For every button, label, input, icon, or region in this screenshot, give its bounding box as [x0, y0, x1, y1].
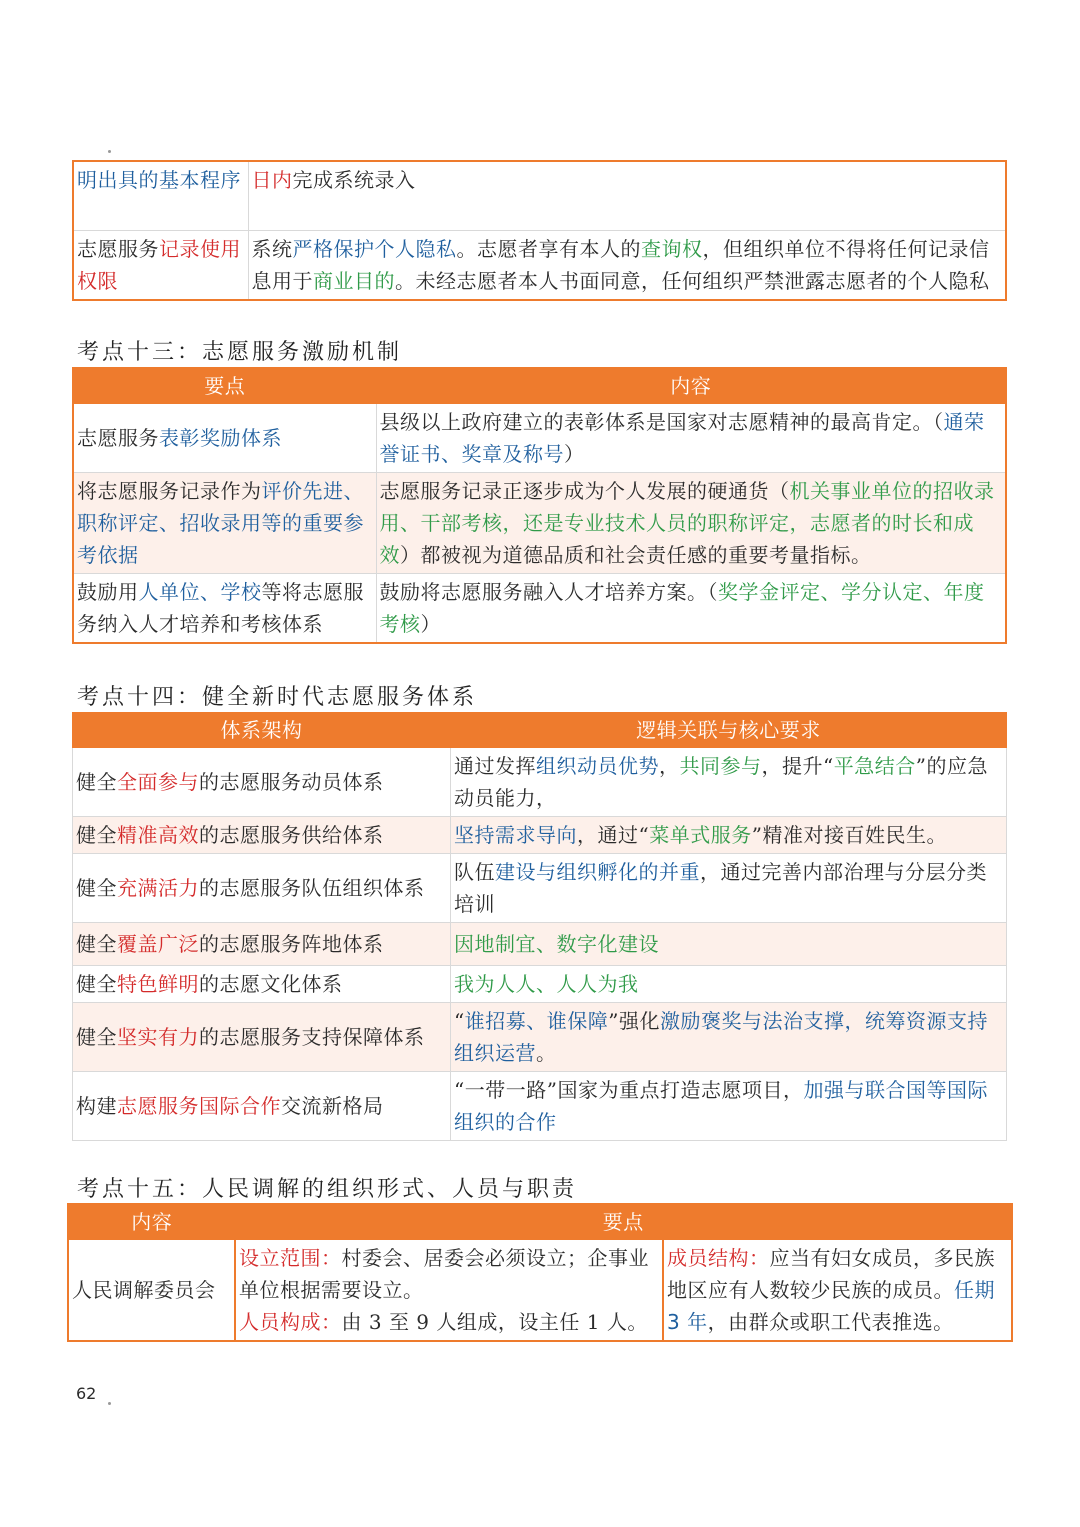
paragraph [239, 1306, 659, 1338]
section-heading: 考点十五：人民调解的组织形式、人员与职责 [77, 1177, 578, 1202]
highlight-text: 激励褒奖与法治支撑，统筹资源支持组织运营 [454, 1009, 988, 1065]
body-text: 健全 [76, 770, 117, 794]
highlight-text: 通荣誉证书、奖章及称号 [379, 410, 985, 466]
cell-right [451, 748, 1007, 817]
body-text: 志愿服务 [77, 237, 159, 261]
body-text: 系统 [251, 237, 293, 261]
cell-left [73, 473, 376, 574]
cell-right [451, 854, 1007, 923]
table-row [73, 404, 1006, 473]
body-text: ， [659, 754, 680, 778]
highlight-text: 菜单式服务 [649, 823, 752, 847]
table-row [73, 473, 1006, 574]
scan-dot [108, 150, 111, 153]
highlight-text: 明出具的基本程序 [77, 168, 241, 192]
cell-right [451, 817, 1007, 854]
incentive-table [72, 367, 1007, 644]
body-text: ，由群众或职工代表推选。 [707, 1310, 954, 1334]
highlight-text: 成员结构： [667, 1246, 770, 1270]
highlight-text: 充满活力 [117, 876, 199, 900]
table-row [73, 854, 1007, 923]
body-text: 健全 [76, 876, 117, 900]
highlight-text: 商业目的 [313, 269, 395, 293]
body-text: ，通过“ [577, 823, 650, 847]
column-header: 内容 [376, 368, 1006, 404]
highlight-text: 权限 [77, 269, 118, 293]
body-text: 的志愿服务阵地体系 [199, 932, 384, 956]
cell-left [73, 404, 376, 473]
cell-left [73, 966, 451, 1003]
body-text: “一带一路”国家为重点打造志愿项目， [454, 1078, 804, 1102]
body-text: “ [454, 1009, 465, 1033]
body-text: 县级以上政府建立的表彰体系是国家对志愿精神的最高肯定。（ [379, 410, 944, 434]
body-text: 的志愿服务支持保障体系 [199, 1025, 425, 1049]
body-text: ） [564, 442, 585, 466]
body-text: 的志愿服务供给体系 [199, 823, 384, 847]
table-row [73, 1003, 1007, 1072]
body-text: 健全 [76, 932, 117, 956]
body-text: 健全 [76, 823, 117, 847]
body-text: ”强化 [608, 1009, 660, 1033]
cell-left [73, 923, 451, 966]
highlight-text: 特色鲜明 [117, 972, 199, 996]
column-header: 内容 [68, 1204, 235, 1240]
body-text: ，但组织单位不得将任何记录信息用于 [251, 237, 990, 293]
cell-left [73, 574, 376, 644]
cell-right [248, 161, 1006, 231]
header-row [68, 1204, 1012, 1240]
highlight-text: 评价先进、职称评定、招收录用等的重要参考依据 [77, 479, 364, 567]
highlight-text: 组织动员优势 [536, 754, 659, 778]
cell-structure [663, 1240, 1012, 1342]
body-text: 的志愿文化体系 [199, 972, 343, 996]
highlight-text: 志愿服务国际合作 [117, 1094, 281, 1118]
body-text: 。志愿者享有本人的 [456, 237, 641, 261]
highlight-text: 建设与组织孵化的并重 [495, 860, 700, 884]
body-text: 。未经志愿者本人书面同意，任何组织严禁泄露志愿者的个人隐私 [395, 269, 990, 293]
table-row [73, 574, 1006, 644]
highlight-text: 覆盖广泛 [117, 932, 199, 956]
cell-left [73, 817, 451, 854]
cell-left [73, 748, 451, 817]
body-text: ） [420, 612, 441, 636]
body-text: 构建 [76, 1094, 117, 1118]
body-text: 健全 [76, 1025, 117, 1049]
body-text: ）都被视为道德品质和社会责任感的重要考量指标。 [400, 543, 872, 567]
highlight-text: 谁招募、谁保障 [464, 1009, 609, 1033]
highlight-text: 任期 3 年 [667, 1278, 995, 1334]
header-row [73, 368, 1006, 404]
highlight-text: 我为人人、人人为我 [454, 972, 639, 996]
body-text: 完成系统录入 [292, 168, 416, 192]
cell-right [451, 966, 1007, 1003]
header-row [73, 713, 1007, 748]
highlight-text: 坚持需求导向 [454, 823, 577, 847]
paragraph [667, 1242, 1008, 1338]
table-row [73, 966, 1007, 1003]
top-continuation-table [72, 160, 1007, 301]
body-text: 应当有妇女成员，多民族地区应有人数较少民族的成员。 [667, 1246, 995, 1302]
body-text: 交流新格局 [281, 1094, 384, 1118]
section-heading: 考点十四：健全新时代志愿服务体系 [77, 685, 478, 710]
body-text: 由 3 至 9 人组成，设主任 1 人。 [341, 1310, 648, 1334]
cell-left [73, 1072, 451, 1141]
column-header: 要点 [73, 368, 376, 404]
body-text: 鼓励将志愿服务融入人才培养方案。（ [379, 580, 718, 604]
highlight-text: 机关事业单位的招收录用、干部考核，还是专业技术人员的职称评定，志愿者的时长和成效 [379, 479, 995, 567]
body-text: 。 [536, 1041, 557, 1065]
highlight-text: 平急结合 [833, 754, 916, 778]
highlight-text: 精准高效 [117, 823, 199, 847]
body-text: 等将志愿服务纳入人才培养和考核体系 [77, 580, 364, 636]
body-text: 志愿服务记录正逐步成为个人发展的硬通货（ [379, 479, 790, 503]
table-row [73, 161, 1006, 231]
highlight-text: 坚实有力 [117, 1025, 199, 1049]
body-text: 的志愿服务动员体系 [199, 770, 384, 794]
highlight-text: 记录使用 [159, 237, 241, 261]
table-row [73, 923, 1007, 966]
cell-right [451, 923, 1007, 966]
body-text: 鼓励用 [77, 580, 139, 604]
cell-right [376, 404, 1006, 473]
mediation-table [67, 1203, 1013, 1342]
column-header: 逻辑关联与核心要求 [451, 713, 1007, 748]
volunteer-system-table [72, 712, 1007, 1141]
table-row [73, 748, 1007, 817]
body-text: 志愿服务 [77, 426, 159, 450]
cell-right [248, 231, 1006, 301]
body-text: 将志愿服务记录作为 [77, 479, 262, 503]
cell-left [73, 1003, 451, 1072]
body-text: 村委会、居委会必须设立；企事业单位根据需要设立。 [239, 1246, 649, 1302]
highlight-text: 共同参与 [679, 754, 762, 778]
paragraph [239, 1242, 659, 1306]
highlight-text: 因地制宜、数字化建设 [454, 932, 659, 956]
body-text: 队伍 [454, 860, 495, 884]
highlight-text: 查询权 [641, 237, 703, 261]
cell-right [376, 473, 1006, 574]
table-row [73, 817, 1007, 854]
cell-left [73, 161, 248, 231]
section-heading: 考点十三：志愿服务激励机制 [77, 340, 403, 365]
cell-left [73, 231, 248, 301]
body-text: 通过发挥 [454, 754, 536, 778]
highlight-text: 加强与联合国等国际组织的合作 [454, 1078, 988, 1134]
scan-dot [108, 1402, 111, 1405]
highlight-text: 全面参与 [117, 770, 199, 794]
cell-right [451, 1072, 1007, 1141]
body-text: 的志愿服务队伍组织体系 [199, 876, 425, 900]
highlight-text: 设立范围： [239, 1246, 342, 1270]
table-row [68, 1240, 1012, 1342]
cell-right [376, 574, 1006, 644]
table-row [73, 231, 1006, 301]
page-number: 62 [76, 1384, 97, 1403]
body-text: ，提升“ [761, 754, 834, 778]
column-header: 要点 [235, 1204, 1012, 1240]
cell-left [73, 854, 451, 923]
row-label: 人民调解委员会 [68, 1240, 235, 1342]
cell-right [451, 1003, 1007, 1072]
highlight-text: 表彰奖励体系 [159, 426, 282, 450]
body-text: 健全 [76, 972, 117, 996]
column-header: 体系架构 [73, 713, 451, 748]
body-text: ”精准对接百姓民生。 [751, 823, 947, 847]
cell-establishment [235, 1240, 663, 1342]
highlight-text: 严格保护个人隐私 [292, 237, 457, 261]
table-row [73, 1072, 1007, 1141]
highlight-text: 人单位、学校 [138, 580, 262, 604]
body-text: ”的应急动员能力， [454, 754, 988, 810]
highlight-text: 日内 [251, 168, 293, 192]
body-text: ，通过完善内部治理与分层分类培训 [454, 860, 987, 916]
highlight-text: 奖学金评定、学分认定、年度考核 [379, 580, 985, 636]
highlight-text: 人员构成： [239, 1310, 342, 1334]
